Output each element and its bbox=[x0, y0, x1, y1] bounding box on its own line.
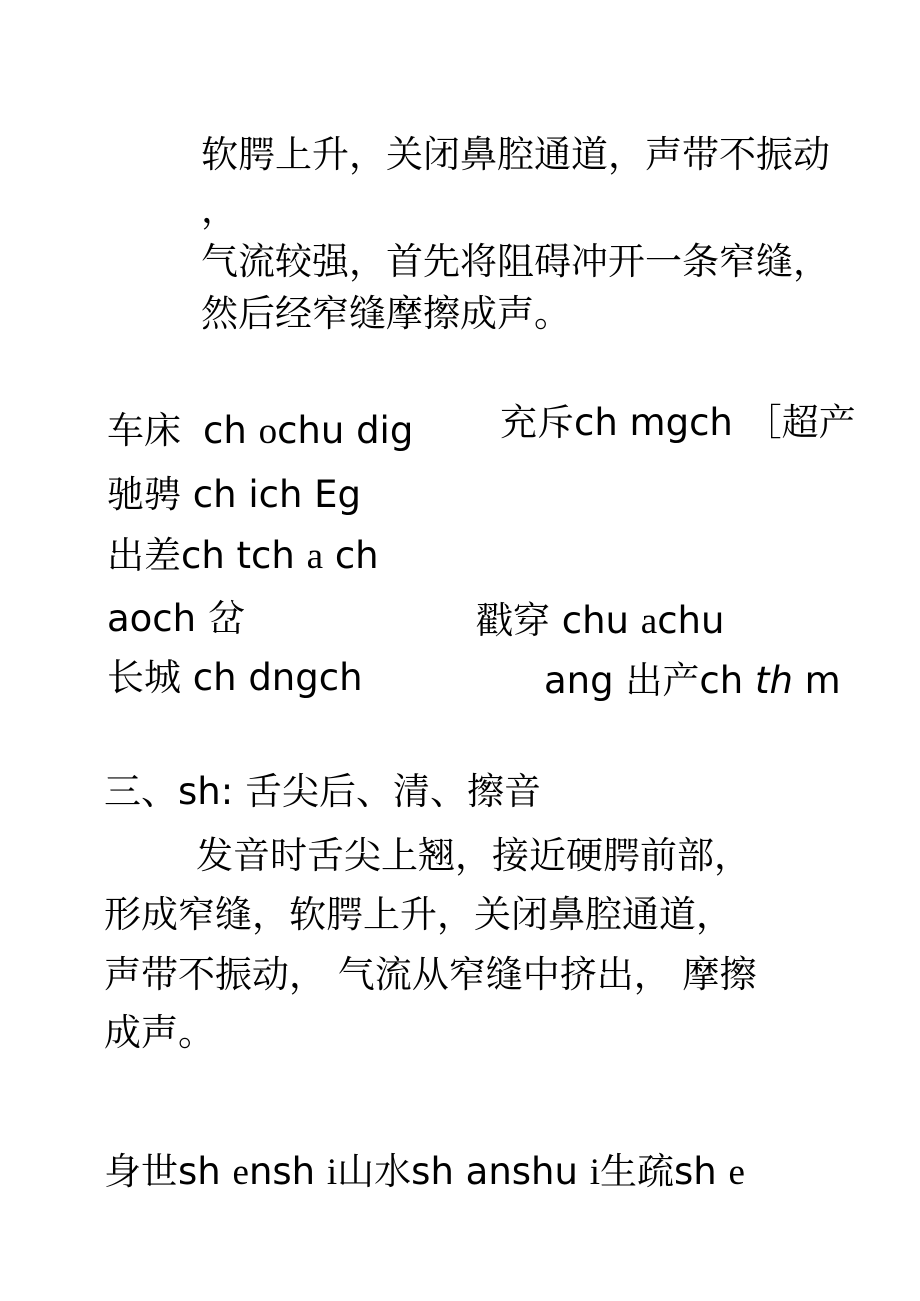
sh-para-line-1: 发音时舌尖上翘，接近硬腭前部， bbox=[196, 834, 751, 877]
ch-word: 车床 bbox=[107, 409, 181, 452]
sh-para-line-2: 形成窄缝，软腭上升，关闭鼻腔通道， bbox=[104, 893, 733, 936]
intro-line-4: 然后经窄缝摩擦成声。 bbox=[201, 292, 571, 335]
sh-example-part: 身世sh bbox=[104, 1150, 233, 1193]
ch-example-row-5-right bbox=[544, 659, 841, 702]
sh-pinyin-serif: i bbox=[589, 1152, 601, 1193]
ch-example-row-1-right: 充斥ch mgch ［超产 bbox=[500, 401, 856, 444]
sh-pinyin-serif: e bbox=[232, 1152, 249, 1193]
ch-pinyin-serif: a bbox=[306, 536, 324, 577]
ch-pinyin-part: ch bbox=[203, 409, 259, 452]
ch-pinyin-serif: a bbox=[640, 601, 658, 642]
ch-pinyin-part: ch bbox=[323, 534, 379, 577]
sh-pinyin-serif: i bbox=[326, 1152, 338, 1193]
sh-example-line bbox=[104, 1150, 745, 1193]
ch-example-row-5-left: 长城 ch dngch bbox=[107, 656, 363, 699]
ch-pinyin-part: chu dig bbox=[277, 409, 414, 452]
intro-line-2: ， bbox=[201, 188, 238, 231]
sh-para-line-3: 声带不振动， 气流从窄缝中挤出， 摩擦 bbox=[104, 953, 757, 996]
ch-pinyin-part: m bbox=[792, 659, 841, 702]
ch-example-row-1-left bbox=[107, 409, 414, 452]
sh-example-part: 生疏sh bbox=[600, 1150, 729, 1193]
intro-line-3: 气流较强，首先将阻碍冲开一条窄缝， bbox=[201, 240, 830, 283]
ch-pinyin-part: chu bbox=[657, 599, 725, 642]
ch-pinyin-part: ang 出产ch bbox=[544, 659, 755, 702]
sh-para-line-4: 成声。 bbox=[104, 1011, 215, 1054]
ch-pinyin-part: 出差ch tch bbox=[107, 534, 307, 577]
sh-example-part: nsh bbox=[248, 1150, 327, 1193]
intro-line-1: 软腭上升，关闭鼻腔通道，声带不振动 bbox=[201, 133, 830, 176]
sh-section-heading: 三、sh: 舌尖后、清、擦音 bbox=[104, 770, 541, 813]
ch-example-row-4-left: aoch 岔 bbox=[107, 597, 245, 640]
ch-example-row-3 bbox=[107, 534, 379, 577]
ch-example-row-4-right bbox=[476, 599, 725, 642]
ch-pinyin-italic: th bbox=[754, 659, 793, 702]
ch-pinyin-part: 戳穿 chu bbox=[476, 599, 641, 642]
ch-example-row-2: 驰骋 ch ich Eg bbox=[107, 473, 362, 516]
ch-pinyin-serif: o bbox=[258, 411, 278, 452]
sh-pinyin-serif: e bbox=[728, 1152, 745, 1193]
sh-example-part: 山水sh anshu bbox=[337, 1150, 590, 1193]
